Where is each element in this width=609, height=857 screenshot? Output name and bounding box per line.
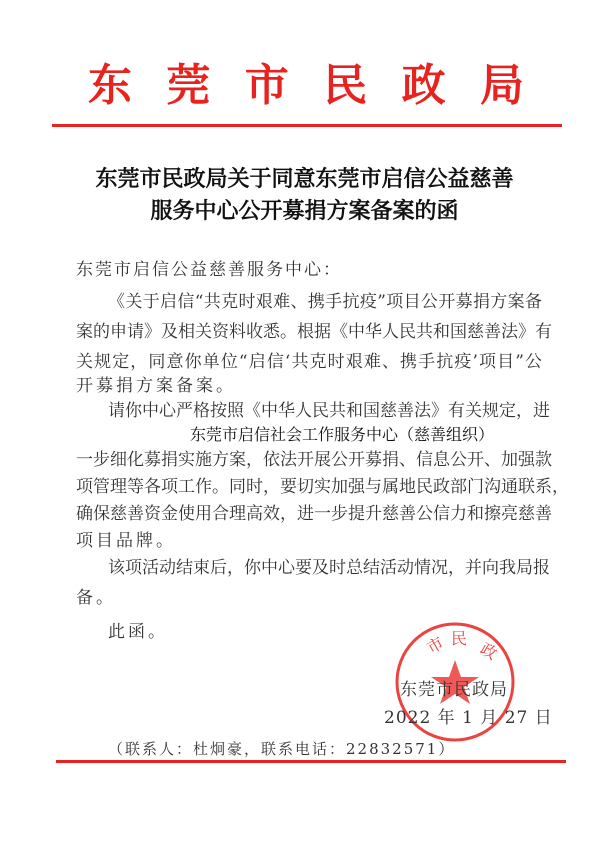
- paragraph-line: 该项活动结束后，你中心要及时总结活动情况，并向我局报: [108, 558, 550, 578]
- addressee: 东莞市启信公益慈善服务中心：: [76, 260, 342, 280]
- paragraph-line: 一步细化募捐实施方案，依法开展公开募捐、信息公开、加强款: [76, 450, 552, 470]
- paragraph-line: 《关于启信“共克时艰难、携手抗疫”项目公开募捐方案备: [108, 292, 542, 312]
- paragraph-line: 项目品牌。: [76, 531, 176, 551]
- closing: 此函。: [108, 622, 168, 642]
- svg-text:市: 市: [423, 633, 447, 658]
- header-red-rule: [52, 124, 562, 127]
- signature-date: 2022 年 1 月 27 日: [384, 708, 553, 728]
- footer-red-rule: [56, 760, 566, 763]
- svg-text:民: 民: [451, 629, 468, 648]
- document-title-line2: 服务中心公开募捐方案备案的函: [150, 198, 459, 224]
- contact-info: （联系人：杜炯豪，联系电话：22832571）: [108, 740, 456, 758]
- paragraph-line: 备。: [76, 588, 116, 608]
- paragraph-line: 开募捐方案备案。: [76, 376, 236, 396]
- signature-org: 东莞市民政局: [400, 680, 508, 700]
- svg-text:政: 政: [477, 639, 501, 664]
- paragraph-line: 请你中心严格按照《中华人民共和国慈善法》有关规定，进: [108, 401, 550, 421]
- paragraph-line: 关规定，同意你单位“启信‘共克时艰难、携手抗疫’项目”公: [76, 352, 542, 372]
- document-title-line1: 东莞市民政局关于同意东莞市启信公益慈善: [95, 166, 514, 192]
- paragraph-line: 项管理等各项工作。同时，要切实加强与属地民政部门沟通联系，: [76, 477, 569, 497]
- paragraph-line: 案的申请》及相关资料收悉。根据《中华人民共和国慈善法》有: [76, 322, 552, 342]
- letterhead-issuer: 东莞市民政局: [88, 60, 524, 111]
- overlay-org-label: 东莞市启信社会工作服务中心（慈善组织）: [190, 425, 495, 444]
- paragraph-line: 确保慈善资金使用合理高效，进一步提升慈善公信力和擦亮慈善: [76, 504, 552, 524]
